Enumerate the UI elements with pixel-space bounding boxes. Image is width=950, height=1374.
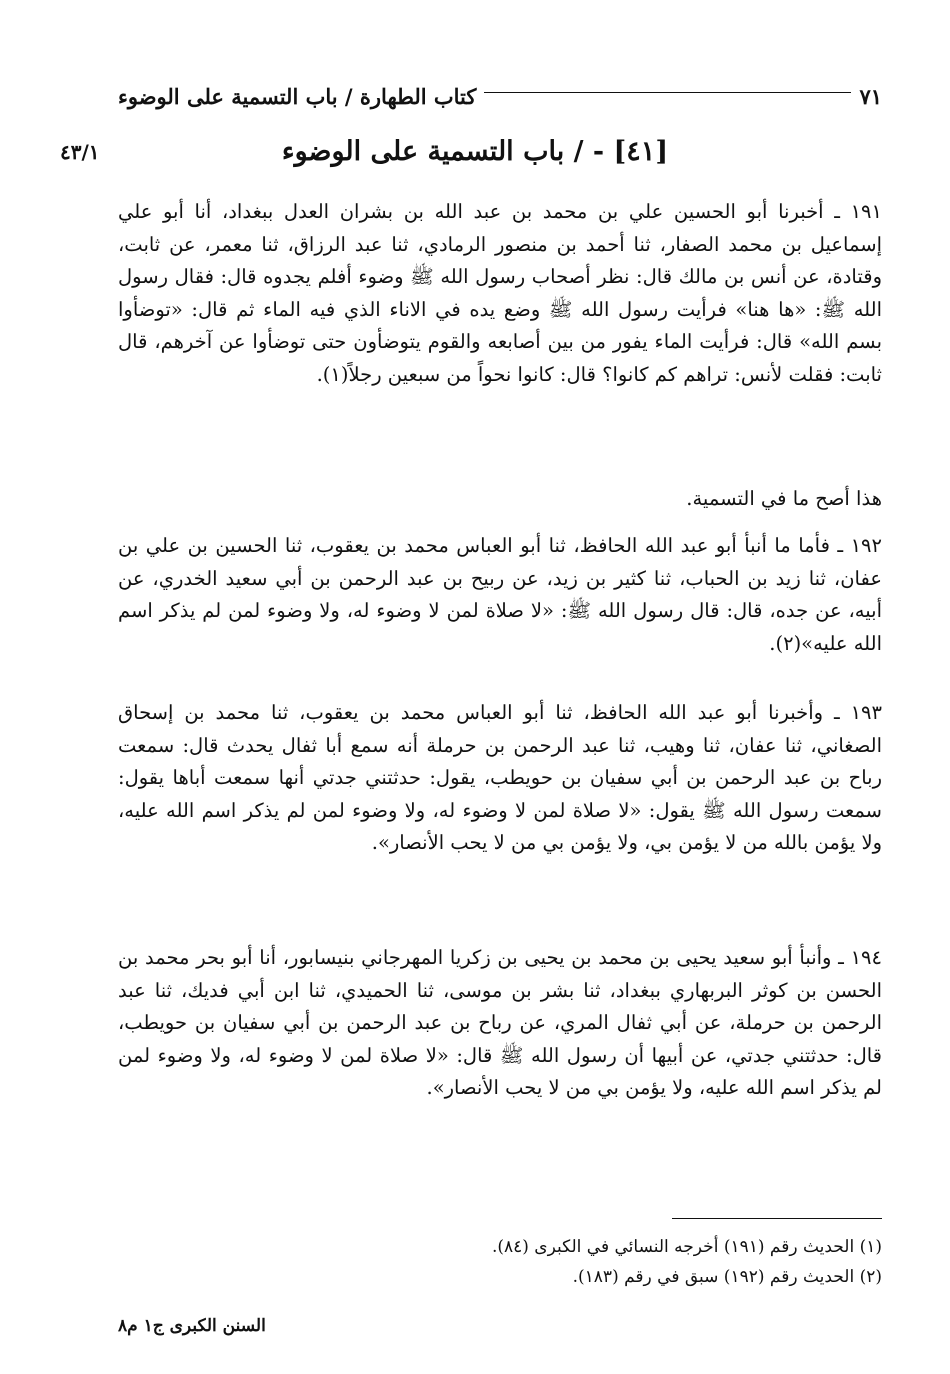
hadith-192 [118, 530, 882, 660]
hadith-192-text: ١٩٢ ـ فأما ما أنبأ أبو عبد الله الحافظ، ثنا أبو العباس محمد بن يعقوب، ثنا الحسين بن علي بن عفان، ثنا زيد بن الحباب، ثنا كثير بن زيد، عن ربيح بن عبد الرحمن بن أبي سعيد الخدري، عن أبيه، عن جده، قال: قال رسول الله ﷺ: «لا صلاة لمن لا وضوء له، ولا وضوء لمن لم يذكر اسم الله عليه»(٢). [118, 534, 882, 655]
hadith-193 [118, 697, 882, 860]
running-header-rule [484, 78, 851, 93]
footnotes [118, 1232, 882, 1292]
footnote-1: (١) الحديث رقم (١٩١) أخرجه النسائي في الكبرى (٨٤). [491, 1237, 882, 1257]
hadith-194-text: ١٩٤ ـ وأنبأ أبو سعيد يحيى بن محمد بن يحيى بن زكريا المهرجاني بنيسابور، أنا أبو بحر محمد بن الحسن بن كوثر البربهاري ببغداد، ثنا بشر بن موسى، ثنا الحميدي، ثنا ابن أبي فديك، ثنا عبد الرحمن بن حرملة، عن أبي ثفال المري، عن رباح بن عبد الرحمن بن أبي سفيان بن حويطب، قال: حدثتني جدتي، عن أبيها أن رسول الله ﷺ قال: «لا صلاة لمن لا وضوء له، ولا وضوء لمن لم يذكر اسم الله عليه، ولا يؤمن بي من لا يحب الأنصار». [118, 946, 882, 1099]
running-header-title: كتاب الطهارة / باب التسمية على الوضوء [118, 83, 477, 109]
hadith-194 [118, 942, 882, 1105]
footnote-2: (٢) الحديث رقم (١٩٢) سبق في رقم (١٨٣). [572, 1267, 882, 1287]
footnote-separator [672, 1218, 882, 1219]
hadith-191 [118, 196, 882, 391]
page-signature: السنن الكبرى ج١ م٨ [118, 1316, 266, 1336]
author-note-text: هذا أصح ما في التسمية. [686, 487, 882, 510]
page-number: ٧١ [859, 83, 882, 109]
section-title: [٤١] - / باب التسمية على الوضوء [281, 136, 669, 167]
margin-reference: ٤٣/١ [60, 140, 100, 164]
author-note [118, 483, 882, 516]
hadith-193-text: ١٩٣ ـ وأخبرنا أبو عبد الله الحافظ، ثنا أبو العباس محمد بن يعقوب، ثنا محمد بن إسحاق الصغاني، ثنا عفان، ثنا وهيب، ثنا عبد الرحمن بن حرملة أنه سمع أبا ثفال يحدث قال: سمعت رباح بن عبد الرحمن بن أبي سفيان بن حويطب، يقول: حدثتني جدتي أنها سمعت أباها يقول: سمعت رسول الله ﷺ يقول: «لا صلاة لمن لا وضوء له، ولا وضوء لمن لم يذكر اسم الله عليه، ولا يؤمن بالله من لا يؤمن بي، ولا يؤمن بي من لا يحب الأنصار». [118, 701, 882, 854]
hadith-191-text: ١٩١ ـ أخبرنا أبو الحسين علي بن محمد بن عبد الله بن بشران العدل ببغداد، أنا أبو علي إسماعيل بن محمد الصفار، ثنا أحمد بن منصور الرمادي، ثنا عبد الرزاق، ثنا معمر، عن ثابت، وقتادة، عن أنس بن مالك قال: نظر أصحاب رسول الله ﷺ وضوء أفلم يجدوه قال: فقال رسول الله ﷺ: «ها هنا» فرأيت رسول الله ﷺ وضع يده في الاناء الذي فيه الماء ثم قال: «توضأوا بسم الله» قال: فرأيت الماء يفور من بين أصابعه والقوم يتوضأون حتى توضأوا عن آخرهم، قال ثابت: فقلت لأنس: تراهم كم كانوا؟ قال: كانوا نحواً من سبعين رجلاً(١). [118, 200, 882, 386]
running-header [118, 78, 882, 114]
